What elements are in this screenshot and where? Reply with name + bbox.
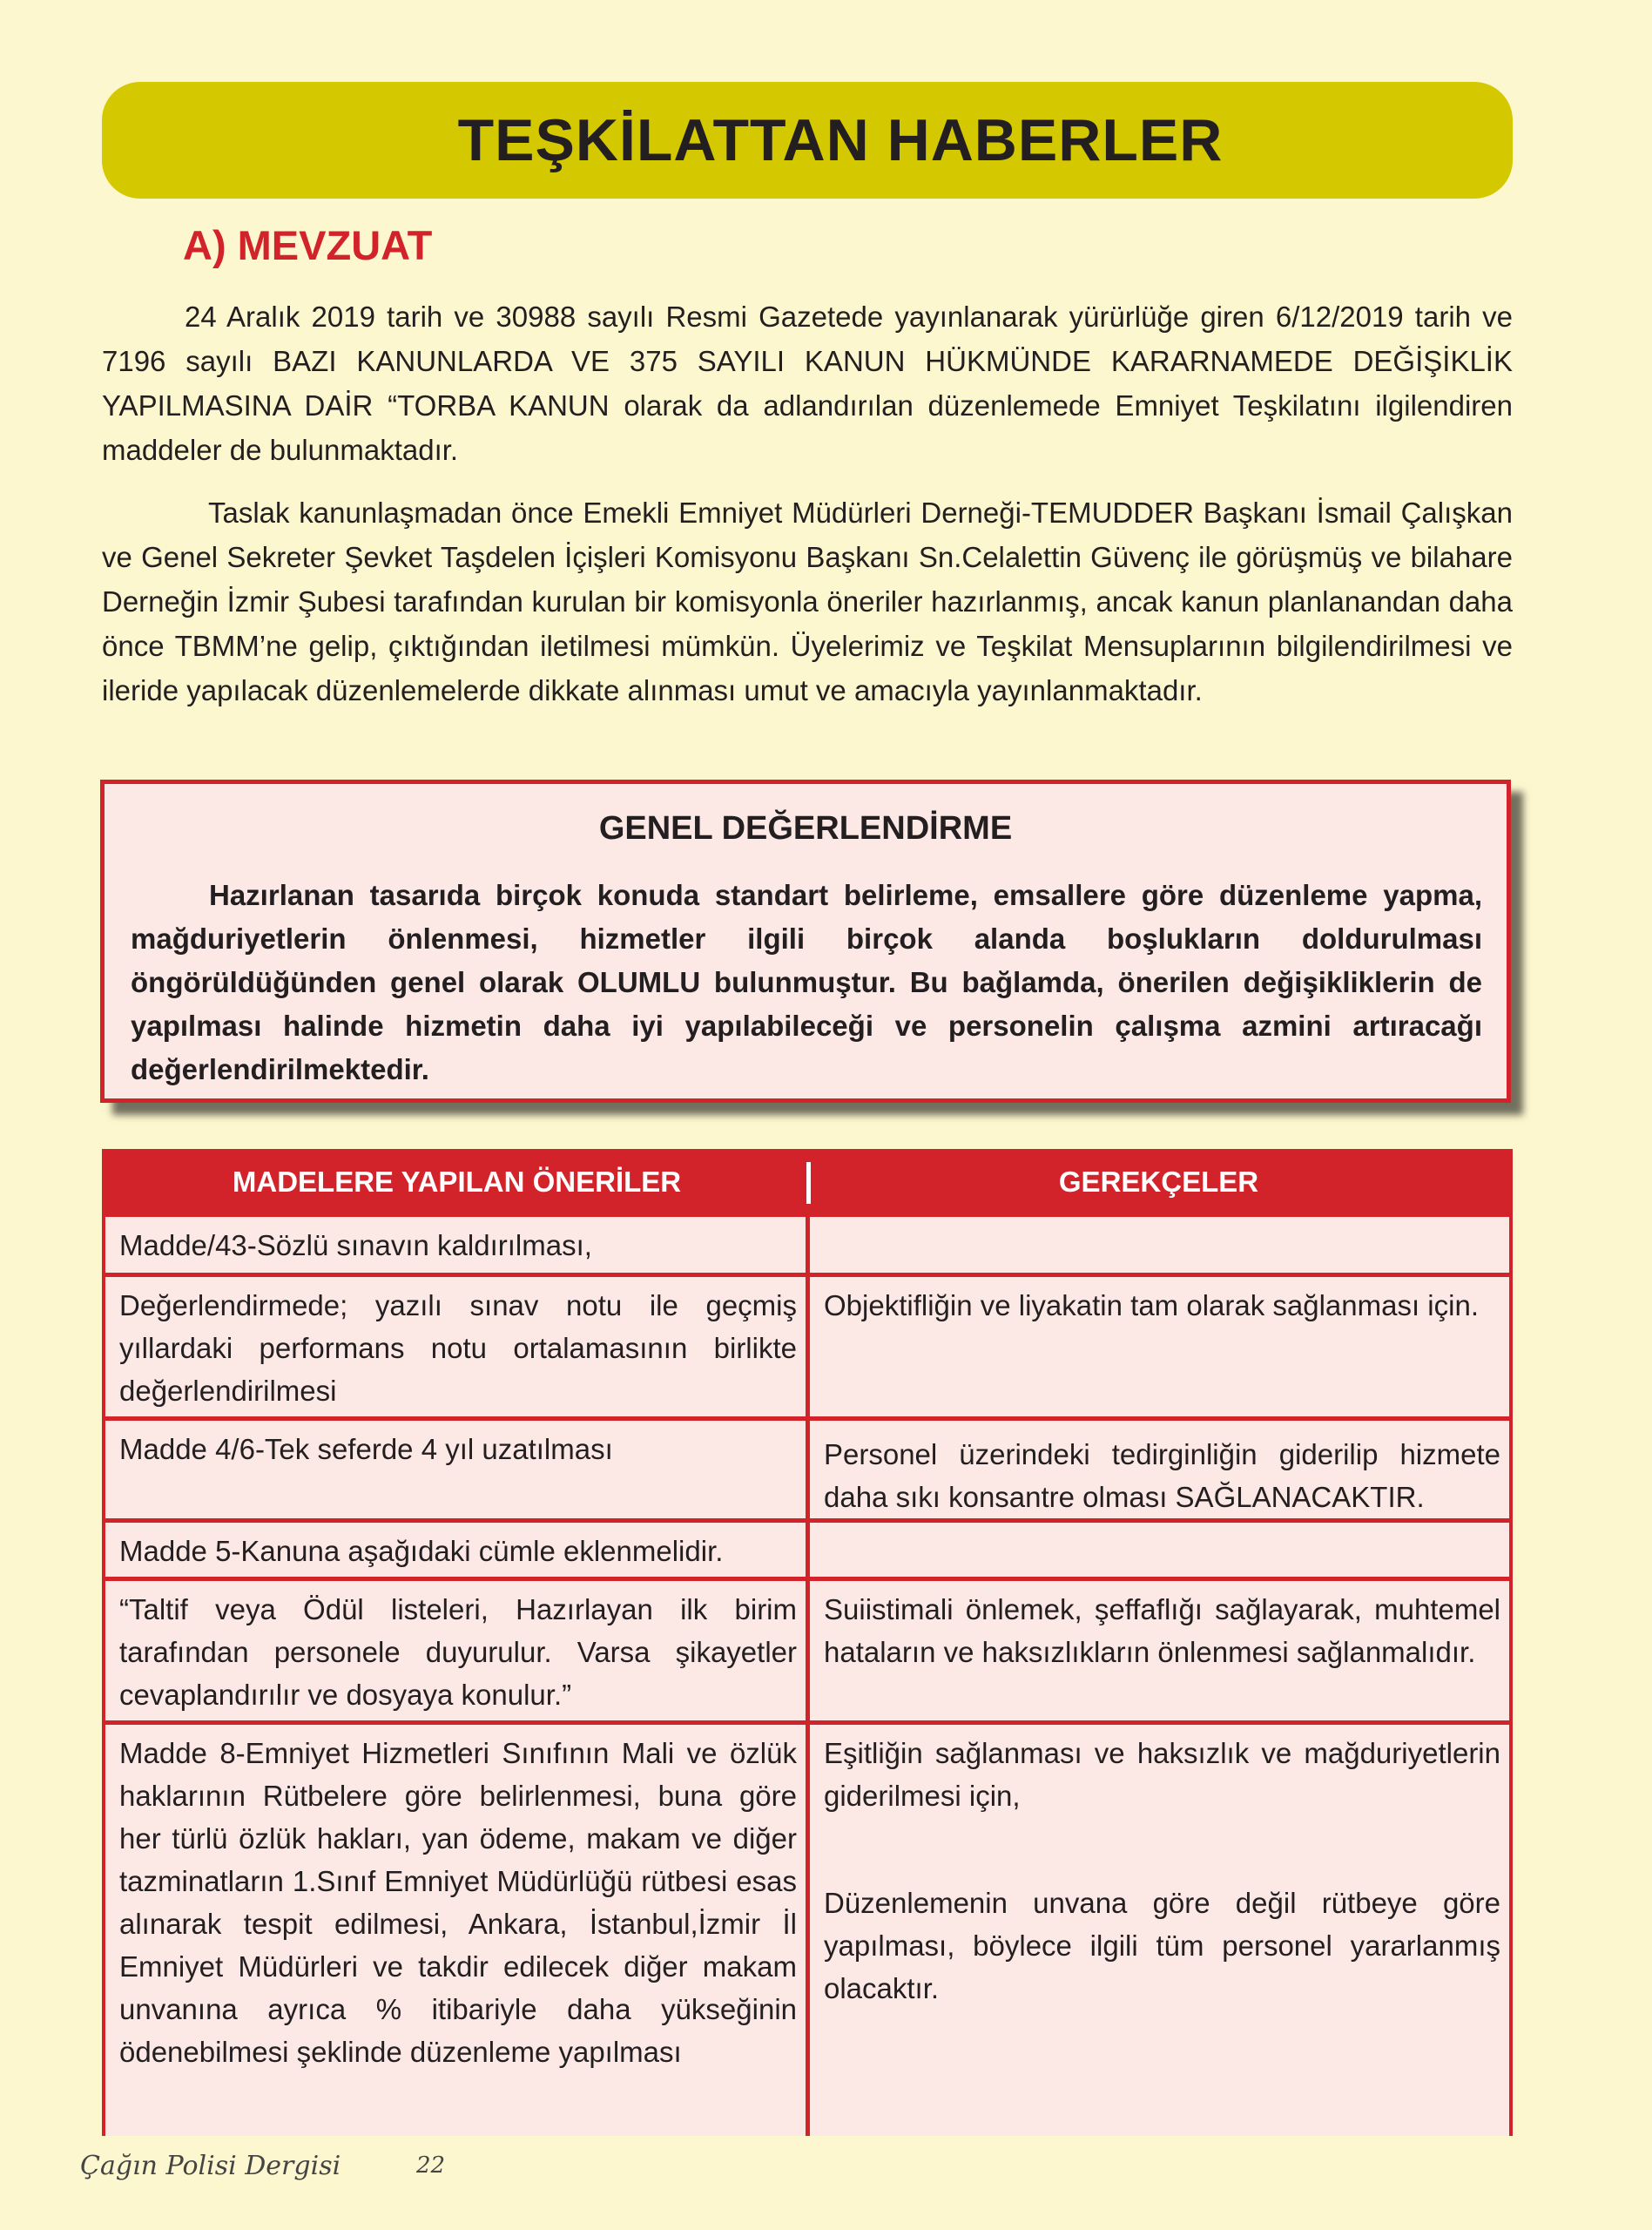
reason-cell: Personel üzerindeki tedirginliğin giderilip hizmete daha sıkı konsantre olması SAĞLANACAKTIR.: [810, 1421, 1509, 1518]
column-header-proposals: MADELERE YAPILAN ÖNERİLER: [232, 1166, 682, 1198]
reason-cell-group: [810, 1725, 1509, 2136]
context-paragraph: Taslak kanunlaşmadan önce Emekli Emniyet Müdürleri Derneği-TEMUDDER Başkanı İsmail Çalışkan ve Genel Sekreter Şevket Taşdelen İçişleri Komisyonu Başkanı Sn.Celalettin Güvenç ile görüşmüş ve bilahare Derneğin İzmir Şubesi tarafından kurulan bir komisyonla öneriler hazırlanmış, ancak kanun planlanandan daha önce TBMM’ne gelip, çıktığından iletilmesi mümkün. Üyelerimiz ve Teşkilat Mensuplarının bilgilendirilmesi ve ileride yapılacak düzenlemelerde dikkate alınması umut ve amacıyla yayınlanmaktadır.: [102, 497, 1513, 706]
reason-text: Eşitliğin sağlanması ve haksızlık ve mağduriyetlerin giderilmesi için,: [824, 1737, 1500, 1812]
proposal-cell: Madde 4/6-Tek seferde 4 yıl uzatılması: [105, 1421, 806, 1518]
footer-page-number: 22: [416, 2152, 446, 2179]
section-heading: A) MEVZUAT: [183, 222, 433, 268]
table-row: [105, 1421, 1509, 1518]
footer-magazine-name: Çağın Polisi Dergisi: [80, 2151, 341, 2181]
general-evaluation-box: [100, 780, 1511, 1103]
reason-spacer: [824, 1817, 1500, 1882]
table-row: [105, 1725, 1509, 2136]
intro-paragraph: 24 Aralık 2019 tarih ve 30988 sayılı Resmi Gazetede yayınlanarak yürürlüğe giren 6/12/2019 tarih ve 7196 sayılı BAZI KANUNLARDA VE 375 SAYILI KANUN HÜKMÜNDE KARARNAMEDE DEĞİŞİKLİK YAPILMASINA DAİR “TORBA KANUN olarak da adlandırılan düzenlemede Emniyet Teşkilatını ilgilendiren maddeler de bulunmaktadır.: [102, 301, 1513, 466]
page-title: TEŞKİLATTAN HABERLER: [457, 107, 1224, 173]
table-row: [105, 1581, 1509, 1720]
table-header: [105, 1152, 1509, 1213]
column-header-reasons: GEREKÇELER: [1058, 1166, 1259, 1198]
table-row: [105, 1523, 1509, 1577]
proposal-cell: “Taltif veya Ödül listeleri, Hazırlayan ilk birim tarafından personele duyurulur. Varsa şikayetler cevaplandırılır ve dosyaya konulur.”: [105, 1581, 806, 1720]
proposals-table: [102, 1149, 1513, 2136]
reason-cell: Suiistimali önlemek, şeffaflığı sağlayarak, muhtemel hataların ve haksızlıkların önlenmesi sağlanmalıdır.: [810, 1581, 1509, 1720]
evaluation-text: Hazırlanan tasarıda birçok konuda standart belirleme, emsallere göre düzenleme yapma, mağduriyetlerin önlenmesi, hizmetler ilgili birçok alanda boşlukların doldurulması öngörüldüğünden genel olarak OLUMLU bulunmuştur. Bu bağlamda, önerilen değişikliklerin de yapılması halinde hizmetin daha iyi yapılabileceği ve personelin çalışma azmini artıracağı değerlendirilmektedir.: [131, 879, 1482, 1085]
proposal-cell: Değerlendirmede; yazılı sınav notu ile geçmiş yıllardaki performans notu ortalamasının birlikte değerlendirilmesi: [105, 1277, 806, 1416]
evaluation-title: GENEL DEĞERLENDİRME: [598, 810, 1013, 847]
header-divider: [806, 1162, 811, 1204]
table-row: [105, 1277, 1509, 1416]
reason-cell: Objektifliğin ve liyakatin tam olarak sağlanması için.: [810, 1277, 1509, 1416]
reason-cell: [810, 1217, 1509, 1273]
table-row: [105, 1217, 1509, 1273]
proposal-cell: Madde 5-Kanuna aşağıdaki cümle eklenmelidir.: [105, 1523, 806, 1577]
proposal-cell: Madde 8-Emniyet Hizmetleri Sınıfının Mali ve özlük haklarının Rütbelere göre belirlenmesi, buna göre her türlü özlük hakları, yan ödeme, makam ve diğer tazminatların 1.Sınıf Emniyet Müdürlüğü rütbesi esas alınarak tespit edilmesi, Ankara, İstanbul,İzmir İl Emniyet Müdürleri ve takdir edilecek diğer makam unvanına ayrıca % itibariyle daha yükseğinin ödenebilmesi şeklinde düzenleme yapılması: [105, 1725, 806, 2136]
title-banner: [102, 82, 1513, 199]
reason-cell: [810, 1523, 1509, 1577]
reason-text-secondary: Düzenlemenin unvana göre değil rütbeye göre yapılması, böylece ilgili tüm personel yararlanmış olacaktır.: [824, 1887, 1500, 2004]
proposal-cell: Madde/43-Sözlü sınavın kaldırılması,: [105, 1217, 806, 1273]
